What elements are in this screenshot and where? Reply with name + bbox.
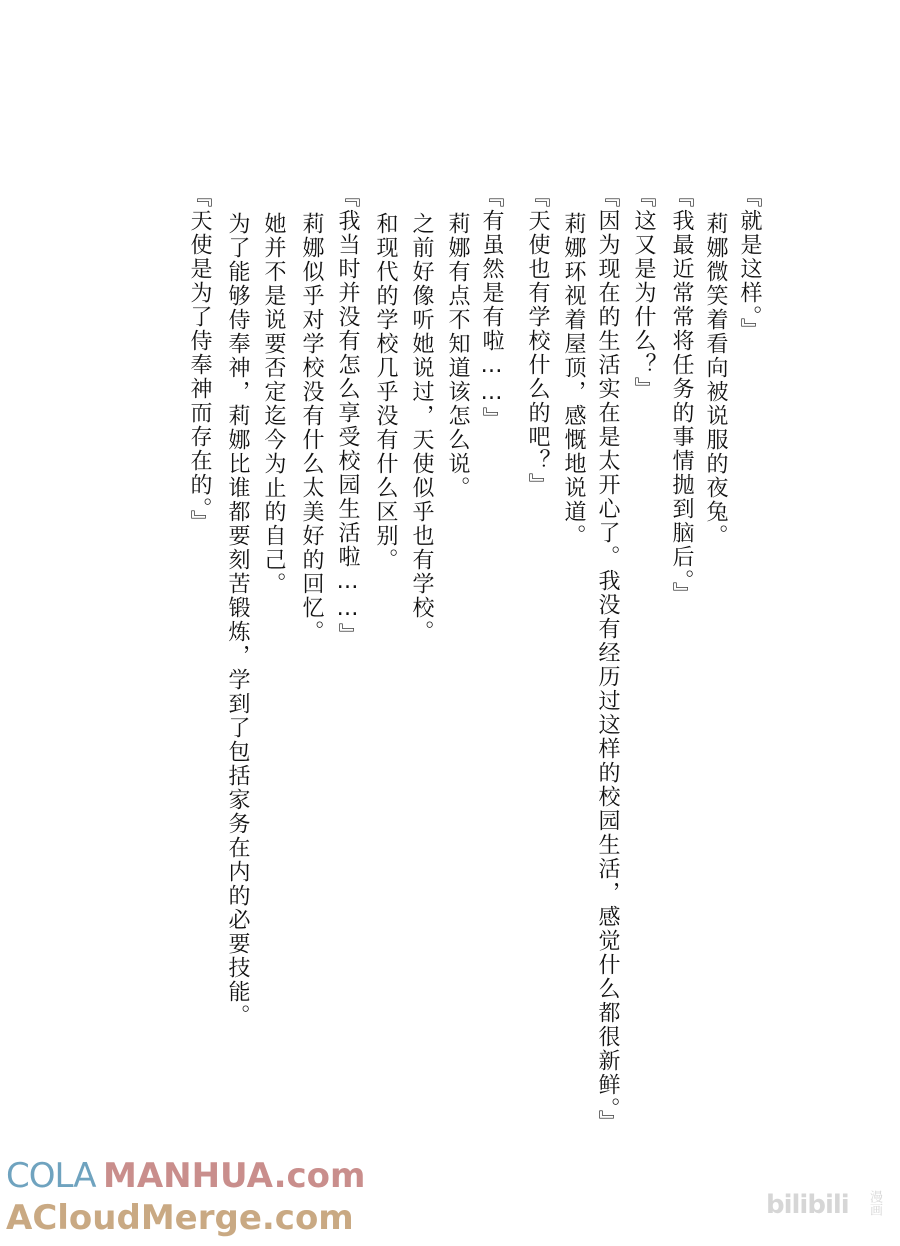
text-line-15: 为了能够侍奉神，莉娜比谁都要刻苦锻炼，学到了包括家务在内的必要技能。 (225, 212, 250, 1028)
text-line-14: 她并不是说要否定迄今为止的自己。 (261, 212, 286, 596)
text-line-7: 『天使也有学校什么的吧？』 (525, 185, 550, 497)
text-line-8: 『有虽然是有啦……』 (479, 185, 504, 431)
watermark-acloudmerge: ACloudMerge.com (6, 1198, 354, 1238)
text-line-2: 莉娜微笑着看向被说服的夜兔。 (703, 212, 728, 548)
text-line-16: 『天使是为了侍奉神而存在的。』 (187, 185, 212, 534)
text-line-12: 『我当时并没有怎么享受校园生活啦……』 (335, 185, 360, 647)
text-line-4: 『这又是为什么？』 (631, 185, 656, 401)
text-line-5: 『因为现在的生活实在是太开心了。我没有经历过这样的校园生活，感觉什么都很新鲜。』 (595, 185, 620, 1134)
text-line-11: 和现代的学校几乎没有什么区别。 (373, 212, 398, 572)
text-line-3: 『我最近常常将任务的事情抛到脑后。』 (669, 185, 694, 606)
text-line-1: 『就是这样。』 (737, 185, 762, 342)
text-line-10: 之前好像听她说过，天使似乎也有学校。 (409, 212, 434, 644)
watermark-cola: COLA (6, 1156, 96, 1196)
text-line-13: 莉娜似乎对学校没有什么太美好的回忆。 (299, 212, 324, 644)
text-line-9: 莉娜有点不知道该怎么说。 (445, 212, 470, 500)
watermark-manhua: MANHUA.com (103, 1156, 366, 1196)
watermark-manga-label: 漫画 (867, 1190, 882, 1216)
text-line-6: 莉娜环视着屋顶，感慨地说道。 (561, 212, 586, 548)
watermark-bilibili-logo: bilibili (766, 1190, 849, 1220)
